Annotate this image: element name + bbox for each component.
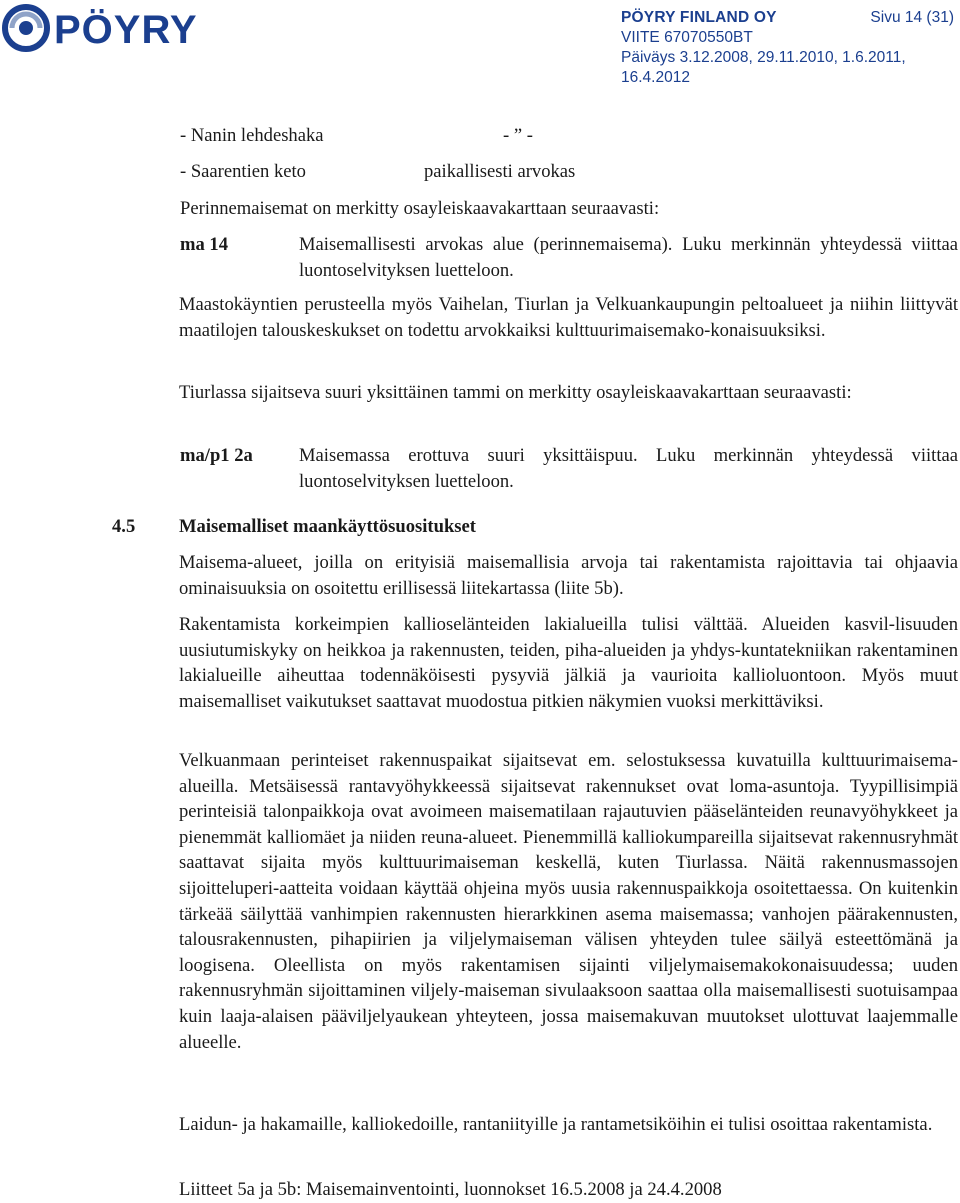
logo-wordmark: PÖYRY xyxy=(54,8,198,52)
page-number: Sivu 14 (31) xyxy=(870,9,954,26)
list-item-label: - Nanin lehdeshaka xyxy=(180,125,324,146)
list-item-value: paikallisesti arvokas xyxy=(424,161,576,182)
document-dates: Päiväys 3.12.2008, 29.11.2010, 1.6.2011, xyxy=(621,49,906,66)
paragraph: Maastokäyntien perusteella myös Vaihelan, Tiurlan ja Velkuankaupungin peltoalueet ja niihin liittyvät maatilojen talouskeskukset on todettu arvokkaiksi kulttuurimaisemako-konaisuuksiksi. xyxy=(179,294,958,341)
poyry-logo xyxy=(2,4,247,52)
map-symbol-definition: Maisemallisesti arvokas alue (perinnemaisema). Luku merkinnän yhteydessä viittaa luontoselvityksen luetteloon. xyxy=(299,234,958,281)
poyry-swirl-icon xyxy=(5,7,47,49)
company-name: PÖYRY FINLAND OY xyxy=(621,9,777,26)
paragraph: Maisema-alueet, joilla on erityisiä maisemallisia arvoja tai rakentamista rajoittavia tai ohjaavia ominaisuuksia on osoitettu erillisessä liitekartassa (liite 5b). xyxy=(179,552,958,599)
map-symbol-term: ma/p1 2a xyxy=(180,445,253,466)
paragraph: Laidun- ja hakamaille, kalliokedoille, rantaniityille ja rantametsiköihin ei tulisi osoittaa rakentamista. xyxy=(179,1114,933,1135)
list-item-value: - ” - xyxy=(503,125,533,146)
section-title: Maisemalliset maankäyttösuositukset xyxy=(179,516,476,537)
paragraph: Velkuanmaan perinteiset rakennuspaikat sijaitsevat em. selostuksessa kuvatuilla kulttuurimaisema-alueilla. Metsäisessä rantavyöhykkeessä sijaitsevat rakennukset ovat loma-asuntoja. Tyypillisimpiä perinteisiä talonpaikkoja ovat avoimeen maisematilaan rajautuvien pääselänteiden reunavyöhykkeet ja pienemmät kalliomäet ja niiden reuna-alueet. Pienemmillä kalliokumpareilla sijaitsevat rakennusryhmät saattavat sijaita myös kulttuurimaiseman keskellä, kuten Tiurlassa. Näitä rakennusmassojen sijoitteluperi-aatteita voidaan käyttää ohjeina myös uusia rakennuspaikkoja osoitettaessa. On kuitenkin tärkeää säilyttää vanhimpien rakennusten hierarkkinen asema maisemassa; vanhojen päärakennusten, talousrakennusten, pihapiirien ja viljelymaiseman välisen yhteyden tulee säilyä esteettömänä ja loogisena. Oleellista on myös rakentamisen sijainti viljelymaisemakokonaisuudessa; uuden rakennusryhmän sijoittaminen viljely-maiseman sivulaaksoon saattaa olla maisemallisesti suotuisampaa kuin laaja-alaisen pääviljelyaukean yhteyteen, jossa maisemakuvan muutokset ulottuvat laajemmalle alueelle. xyxy=(179,750,958,1053)
intro-sentence: Perinnemaisemat on merkitty osayleiskaavakarttaan seuraavasti: xyxy=(180,198,660,219)
map-symbol-definition: Maisemassa erottuva suuri yksittäispuu. Luku merkinnän yhteydessä viittaa luontoselvityksen luetteloon. xyxy=(299,445,958,492)
document-reference: VIITE 67070550BT xyxy=(621,29,753,46)
paragraph: Rakentamista korkeimpien kallioselänteiden lakialueilla tulisi välttää. Alueiden kasvil-lisuuden uusiutumiskyky on heikkoa ja rakennusten, teiden, piha-alueiden ja yhdys-kuntatekniikan rakentaminen lakialueille aiheuttaa todennäköisesti pysyviä jälkiä ja vaurioita kallioluontoon. Myös muut maisemalliset vaikutukset saattavat muodostua pitkien näkymien vuoksi merkittäviksi. xyxy=(179,614,958,712)
paragraph: Tiurlassa sijaitseva suuri yksittäinen tammi on merkitty osayleiskaavakarttaan seuraavasti: xyxy=(179,382,852,403)
section-number: 4.5 xyxy=(112,516,136,537)
document-dates-cont: 16.4.2012 xyxy=(621,69,690,86)
appendix-reference: Liitteet 5a ja 5b: Maisemainventointi, luonnokset 16.5.2008 ja 24.4.2008 xyxy=(179,1179,722,1200)
map-symbol-term: ma 14 xyxy=(180,234,229,255)
list-item-label: - Saarentien keto xyxy=(180,161,306,182)
document-header xyxy=(621,8,956,88)
